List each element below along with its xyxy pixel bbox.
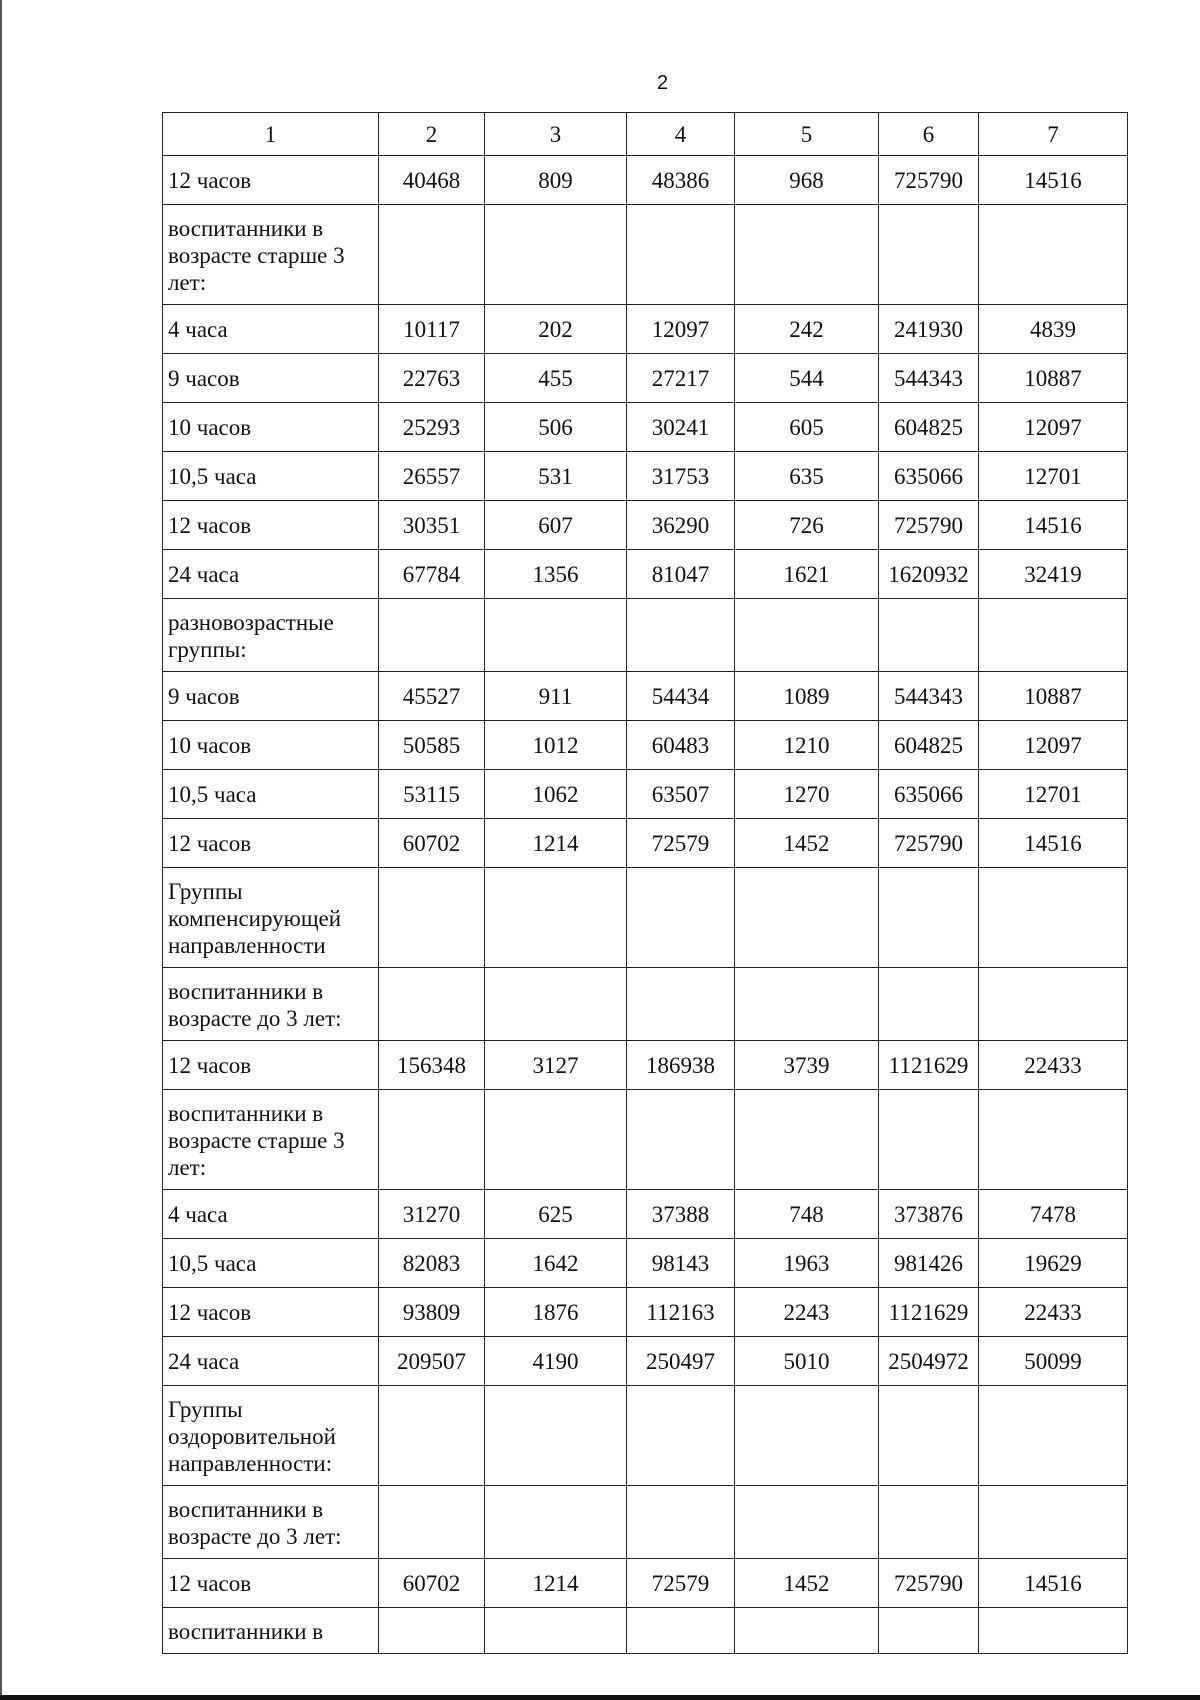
table-cell: 1210 <box>735 721 879 770</box>
row-label: 4 часа <box>163 1190 379 1239</box>
table-cell: 10117 <box>379 305 485 354</box>
table-cell: 241930 <box>879 305 979 354</box>
table-cell <box>879 1386 979 1486</box>
table-cell <box>735 205 879 305</box>
column-header: 1 <box>163 113 379 156</box>
table-cell: 1214 <box>485 819 627 868</box>
row-label: воспитанники в возрасте до 3 лет: <box>163 968 379 1041</box>
table-cell: 12701 <box>979 452 1128 501</box>
table-cell: 10887 <box>979 672 1128 721</box>
table-cell: 725790 <box>879 501 979 550</box>
table-cell: 3127 <box>485 1041 627 1090</box>
table-cell: 981426 <box>879 1239 979 1288</box>
table-section-row <box>163 968 1128 1041</box>
table-cell <box>627 868 735 968</box>
row-label: 4 часа <box>163 305 379 354</box>
row-label: 10,5 часа <box>163 452 379 501</box>
table-row <box>163 1337 1128 1386</box>
table-row <box>163 1239 1128 1288</box>
row-label: 12 часов <box>163 1559 379 1608</box>
table-cell: 54434 <box>627 672 735 721</box>
table-cell: 31270 <box>379 1190 485 1239</box>
table-cell: 4190 <box>485 1337 627 1386</box>
row-label: 10,5 часа <box>163 1239 379 1288</box>
table-cell: 60702 <box>379 1559 485 1608</box>
table-cell: 72579 <box>627 819 735 868</box>
scan-edge-bottom <box>0 1695 1200 1700</box>
table-cell: 809 <box>485 156 627 205</box>
table-cell: 60483 <box>627 721 735 770</box>
table-cell: 625 <box>485 1190 627 1239</box>
table-cell: 635066 <box>879 770 979 819</box>
table-cell: 605 <box>735 403 879 452</box>
table-section-row <box>163 1486 1128 1559</box>
table-cell <box>979 1090 1128 1190</box>
table-cell: 32419 <box>979 550 1128 599</box>
data-table <box>162 112 1128 1654</box>
table-cell: 1214 <box>485 1559 627 1608</box>
table-cell: 250497 <box>627 1337 735 1386</box>
table-cell <box>979 1386 1128 1486</box>
table-cell <box>979 1608 1128 1654</box>
table-cell: 748 <box>735 1190 879 1239</box>
table-cell: 373876 <box>879 1190 979 1239</box>
table-cell: 209507 <box>379 1337 485 1386</box>
table-cell <box>379 1386 485 1486</box>
row-label: 9 часов <box>163 672 379 721</box>
table-cell: 725790 <box>879 819 979 868</box>
table-cell <box>879 868 979 968</box>
table-cell: 1876 <box>485 1288 627 1337</box>
table-cell: 12097 <box>979 721 1128 770</box>
row-label: 12 часов <box>163 156 379 205</box>
row-label: Группы компенсирующей направленности <box>163 868 379 968</box>
table-cell: 604825 <box>879 721 979 770</box>
table-cell <box>879 1486 979 1559</box>
table-cell <box>485 1486 627 1559</box>
table-row <box>163 305 1128 354</box>
table-cell: 544 <box>735 354 879 403</box>
table-cell: 604825 <box>879 403 979 452</box>
table-cell <box>379 1486 485 1559</box>
table-cell: 635066 <box>879 452 979 501</box>
table-cell <box>485 1090 627 1190</box>
table-cell: 7478 <box>979 1190 1128 1239</box>
column-header: 4 <box>627 113 735 156</box>
table-row <box>163 1190 1128 1239</box>
row-label: Группы оздоровительной направленности: <box>163 1386 379 1486</box>
table-cell: 48386 <box>627 156 735 205</box>
table-cell: 725790 <box>879 156 979 205</box>
table-cell: 19629 <box>979 1239 1128 1288</box>
table-section-row <box>163 599 1128 672</box>
table-cell: 67784 <box>379 550 485 599</box>
column-header: 6 <box>879 113 979 156</box>
table-cell: 506 <box>485 403 627 452</box>
table-cell <box>879 968 979 1041</box>
column-header: 2 <box>379 113 485 156</box>
table-cell: 22433 <box>979 1288 1128 1337</box>
table-cell: 2504972 <box>879 1337 979 1386</box>
table-cell <box>379 1090 485 1190</box>
table-cell: 544343 <box>879 354 979 403</box>
table-cell: 14516 <box>979 156 1128 205</box>
table-cell: 5010 <box>735 1337 879 1386</box>
table-cell: 10887 <box>979 354 1128 403</box>
table-cell <box>379 599 485 672</box>
table-cell: 455 <box>485 354 627 403</box>
table-cell <box>879 1090 979 1190</box>
row-label: воспитанники в возрасте старше 3 лет: <box>163 1090 379 1190</box>
table-cell: 40468 <box>379 156 485 205</box>
table-cell <box>735 1608 879 1654</box>
table-row <box>163 1041 1128 1090</box>
table-cell: 242 <box>735 305 879 354</box>
table-cell <box>979 599 1128 672</box>
table-cell: 607 <box>485 501 627 550</box>
table-cell: 726 <box>735 501 879 550</box>
table-cell: 1452 <box>735 1559 879 1608</box>
table-section-row <box>163 205 1128 305</box>
table-section-row <box>163 868 1128 968</box>
table-cell: 12097 <box>979 403 1128 452</box>
table-row <box>163 770 1128 819</box>
table-cell: 14516 <box>979 501 1128 550</box>
table-cell: 186938 <box>627 1041 735 1090</box>
table-cell <box>627 205 735 305</box>
table-cell <box>735 868 879 968</box>
table-row <box>163 501 1128 550</box>
table-body <box>163 156 1128 1654</box>
row-label: 10,5 часа <box>163 770 379 819</box>
table-cell: 12701 <box>979 770 1128 819</box>
column-header: 3 <box>485 113 627 156</box>
table-cell: 1642 <box>485 1239 627 1288</box>
table-cell: 98143 <box>627 1239 735 1288</box>
table-cell <box>379 868 485 968</box>
table-cell <box>485 205 627 305</box>
table-cell <box>879 599 979 672</box>
table-cell: 544343 <box>879 672 979 721</box>
table-cell <box>379 205 485 305</box>
column-header: 5 <box>735 113 879 156</box>
table-cell <box>979 968 1128 1041</box>
row-label: воспитанники в возрасте старше 3 лет: <box>163 205 379 305</box>
table-cell: 30241 <box>627 403 735 452</box>
table-cell: 53115 <box>379 770 485 819</box>
table-cell: 1121629 <box>879 1041 979 1090</box>
table-cell <box>627 1608 735 1654</box>
table-cell <box>979 1486 1128 1559</box>
table-cell <box>485 968 627 1041</box>
table-cell <box>485 868 627 968</box>
table-cell: 60702 <box>379 819 485 868</box>
table-row <box>163 452 1128 501</box>
table-row <box>163 721 1128 770</box>
row-label: 10 часов <box>163 403 379 452</box>
table-cell <box>485 1608 627 1654</box>
table-cell: 4839 <box>979 305 1128 354</box>
table-cell: 1356 <box>485 550 627 599</box>
table-row <box>163 1559 1128 1608</box>
table-cell <box>879 1608 979 1654</box>
table-cell: 63507 <box>627 770 735 819</box>
table-cell: 72579 <box>627 1559 735 1608</box>
table-cell: 1089 <box>735 672 879 721</box>
table-cell: 1621 <box>735 550 879 599</box>
table-cell: 25293 <box>379 403 485 452</box>
row-label: 12 часов <box>163 819 379 868</box>
table-cell <box>485 599 627 672</box>
table-cell: 968 <box>735 156 879 205</box>
table-cell <box>627 1386 735 1486</box>
table-row <box>163 354 1128 403</box>
row-label: разновозрастные группы: <box>163 599 379 672</box>
table-cell: 635 <box>735 452 879 501</box>
table-cell: 50099 <box>979 1337 1128 1386</box>
table-cell <box>735 1486 879 1559</box>
row-label: 24 часа <box>163 550 379 599</box>
table-cell: 112163 <box>627 1288 735 1337</box>
table-row <box>163 403 1128 452</box>
row-label: 12 часов <box>163 501 379 550</box>
table-cell <box>627 1486 735 1559</box>
scan-edge-left <box>0 0 2 1700</box>
table-row <box>163 550 1128 599</box>
table-cell: 37388 <box>627 1190 735 1239</box>
table-cell <box>979 205 1128 305</box>
row-label: 10 часов <box>163 721 379 770</box>
table-cell: 3739 <box>735 1041 879 1090</box>
table-cell: 1620932 <box>879 550 979 599</box>
table-cell <box>379 968 485 1041</box>
table-cell <box>627 599 735 672</box>
table-cell: 911 <box>485 672 627 721</box>
table-cell: 1012 <box>485 721 627 770</box>
table-row <box>163 1288 1128 1337</box>
column-header: 7 <box>979 113 1128 156</box>
table-cell: 725790 <box>879 1559 979 1608</box>
table-cell <box>627 1090 735 1190</box>
page-number: 2 <box>656 72 669 94</box>
table-row <box>163 672 1128 721</box>
table-section-row <box>163 1608 1128 1654</box>
table-cell <box>379 1608 485 1654</box>
table-cell <box>879 205 979 305</box>
table-cell: 22763 <box>379 354 485 403</box>
table-cell: 2243 <box>735 1288 879 1337</box>
row-label: 12 часов <box>163 1288 379 1337</box>
table-cell <box>735 599 879 672</box>
row-label: 9 часов <box>163 354 379 403</box>
table-cell: 1963 <box>735 1239 879 1288</box>
table-cell: 12097 <box>627 305 735 354</box>
table-cell: 31753 <box>627 452 735 501</box>
table-cell: 14516 <box>979 819 1128 868</box>
table-cell: 1121629 <box>879 1288 979 1337</box>
table-cell: 531 <box>485 452 627 501</box>
table-cell: 50585 <box>379 721 485 770</box>
table-cell: 82083 <box>379 1239 485 1288</box>
table-cell: 26557 <box>379 452 485 501</box>
table-cell <box>627 968 735 1041</box>
row-label: 12 часов <box>163 1041 379 1090</box>
table-cell: 156348 <box>379 1041 485 1090</box>
table-cell: 45527 <box>379 672 485 721</box>
table-cell: 30351 <box>379 501 485 550</box>
table-cell: 1062 <box>485 770 627 819</box>
row-label: воспитанники в возрасте до 3 лет: <box>163 1486 379 1559</box>
table-cell: 1452 <box>735 819 879 868</box>
table-cell: 81047 <box>627 550 735 599</box>
table-cell: 36290 <box>627 501 735 550</box>
table-row <box>163 156 1128 205</box>
table-section-row <box>163 1090 1128 1190</box>
row-label: 24 часа <box>163 1337 379 1386</box>
table-cell <box>735 1090 879 1190</box>
table-cell: 14516 <box>979 1559 1128 1608</box>
table-cell: 27217 <box>627 354 735 403</box>
table-section-row <box>163 1386 1128 1486</box>
table-cell: 202 <box>485 305 627 354</box>
table-cell: 22433 <box>979 1041 1128 1090</box>
table-cell <box>485 1386 627 1486</box>
table-header-row <box>163 113 1128 156</box>
table-row <box>163 819 1128 868</box>
row-label: воспитанники в <box>163 1608 379 1654</box>
table-cell <box>735 968 879 1041</box>
table-cell: 93809 <box>379 1288 485 1337</box>
table-cell: 1270 <box>735 770 879 819</box>
table-cell <box>979 868 1128 968</box>
table-cell <box>735 1386 879 1486</box>
